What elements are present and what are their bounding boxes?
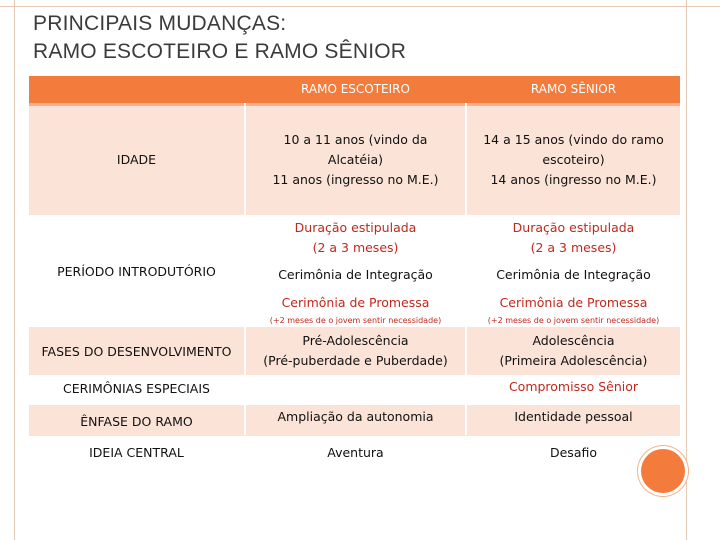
cell-fases-senior-line-1: Adolescência: [532, 333, 615, 348]
cell-idade-escoteiro-line-3: 11 anos (ingresso no M.E.): [272, 172, 439, 187]
cell-integracao-escoteiro: Cerimônia de Integração: [278, 267, 433, 282]
row-label-enfase-ramo: ÊNFASE DO RAMO: [80, 414, 193, 429]
cell-fases-senior: [467, 331, 680, 371]
cell-ideia-senior: Desafio: [549, 445, 597, 460]
cell-integracao-senior: Cerimônia de Integração: [496, 267, 651, 282]
cell-duracao-escoteiro-line-1: Duração estipulada: [294, 220, 417, 235]
row-label-cerimonias-especiais: CERIMÔNIAS ESPECIAIS: [63, 381, 210, 396]
page-title-line-1: PRINCIPAIS MUDANÇAS:: [33, 12, 287, 35]
cell-idade-senior: [467, 130, 680, 190]
cell-duracao-escoteiro: [246, 218, 465, 258]
cell-duracao-escoteiro-line-2: (2 a 3 meses): [312, 240, 399, 255]
cell-idade-escoteiro: [246, 130, 465, 190]
cell-idade-senior-line-1: 14 a 15 anos (vindo do ramo: [483, 132, 664, 147]
cell-promessa-escoteiro: Cerimônia de Promessa: [281, 295, 430, 310]
cell-idade-senior-line-2: escoteiro): [542, 152, 605, 167]
cell-fases-escoteiro-line-1: Pré-Adolescência: [302, 333, 409, 348]
row-label-periodo-introdutorio: PERÍODO INTRODUTÓRIO: [57, 264, 216, 279]
frame-right-line: [686, 0, 687, 540]
header-ramo-escoteiro: RAMO ESCOTEIRO: [301, 82, 410, 96]
cell-enfase-escoteiro: Ampliação da autonomia: [277, 409, 434, 424]
cell-idade-senior-line-3: 14 anos (ingresso no M.E.): [490, 172, 657, 187]
cell-cerimonias-senior: Compromisso Sênior: [508, 379, 639, 394]
cell-duracao-senior-line-2: (2 a 3 meses): [530, 240, 617, 255]
row-label-idade: IDADE: [116, 152, 157, 167]
page-title: [33, 10, 633, 66]
cell-ideia-escoteiro: Aventura: [327, 445, 384, 460]
cell-idade-escoteiro-line-1: 10 a 11 anos (vindo da: [283, 132, 428, 147]
cell-fases-escoteiro: [246, 331, 465, 371]
header-ramo-senior: RAMO SÊNIOR: [530, 82, 617, 96]
cell-fases-escoteiro-line-2: (Pré-puberdade e Puberdade): [263, 353, 448, 368]
cell-promessa-senior: Cerimônia de Promessa: [499, 295, 648, 310]
row-label-ideia-central: IDEIA CENTRAL: [89, 445, 184, 460]
cell-idade-escoteiro-line-2: Alcatéia): [327, 152, 384, 167]
cell-nota-senior: (+2 meses de o jovem sentir necessidade): [487, 316, 660, 325]
row-label-fases-desenvolvimento: FASES DO DESENVOLVIMENTO: [41, 344, 232, 359]
cell-duracao-senior-line-1: Duração estipulada: [512, 220, 635, 235]
cell-fases-senior-line-2: (Primeira Adolescência): [499, 353, 648, 368]
cell-nota-escoteiro: (+2 meses de o jovem sentir necessidade): [269, 316, 442, 325]
frame-left-line: [14, 0, 15, 540]
frame-top-line: [0, 6, 720, 7]
cell-enfase-senior: Identidade pessoal: [514, 409, 633, 424]
page-title-line-2: RAMO ESCOTEIRO E RAMO SÊNIOR: [33, 40, 407, 63]
decorative-circle: [641, 449, 685, 493]
cell-duracao-senior: [467, 218, 680, 258]
